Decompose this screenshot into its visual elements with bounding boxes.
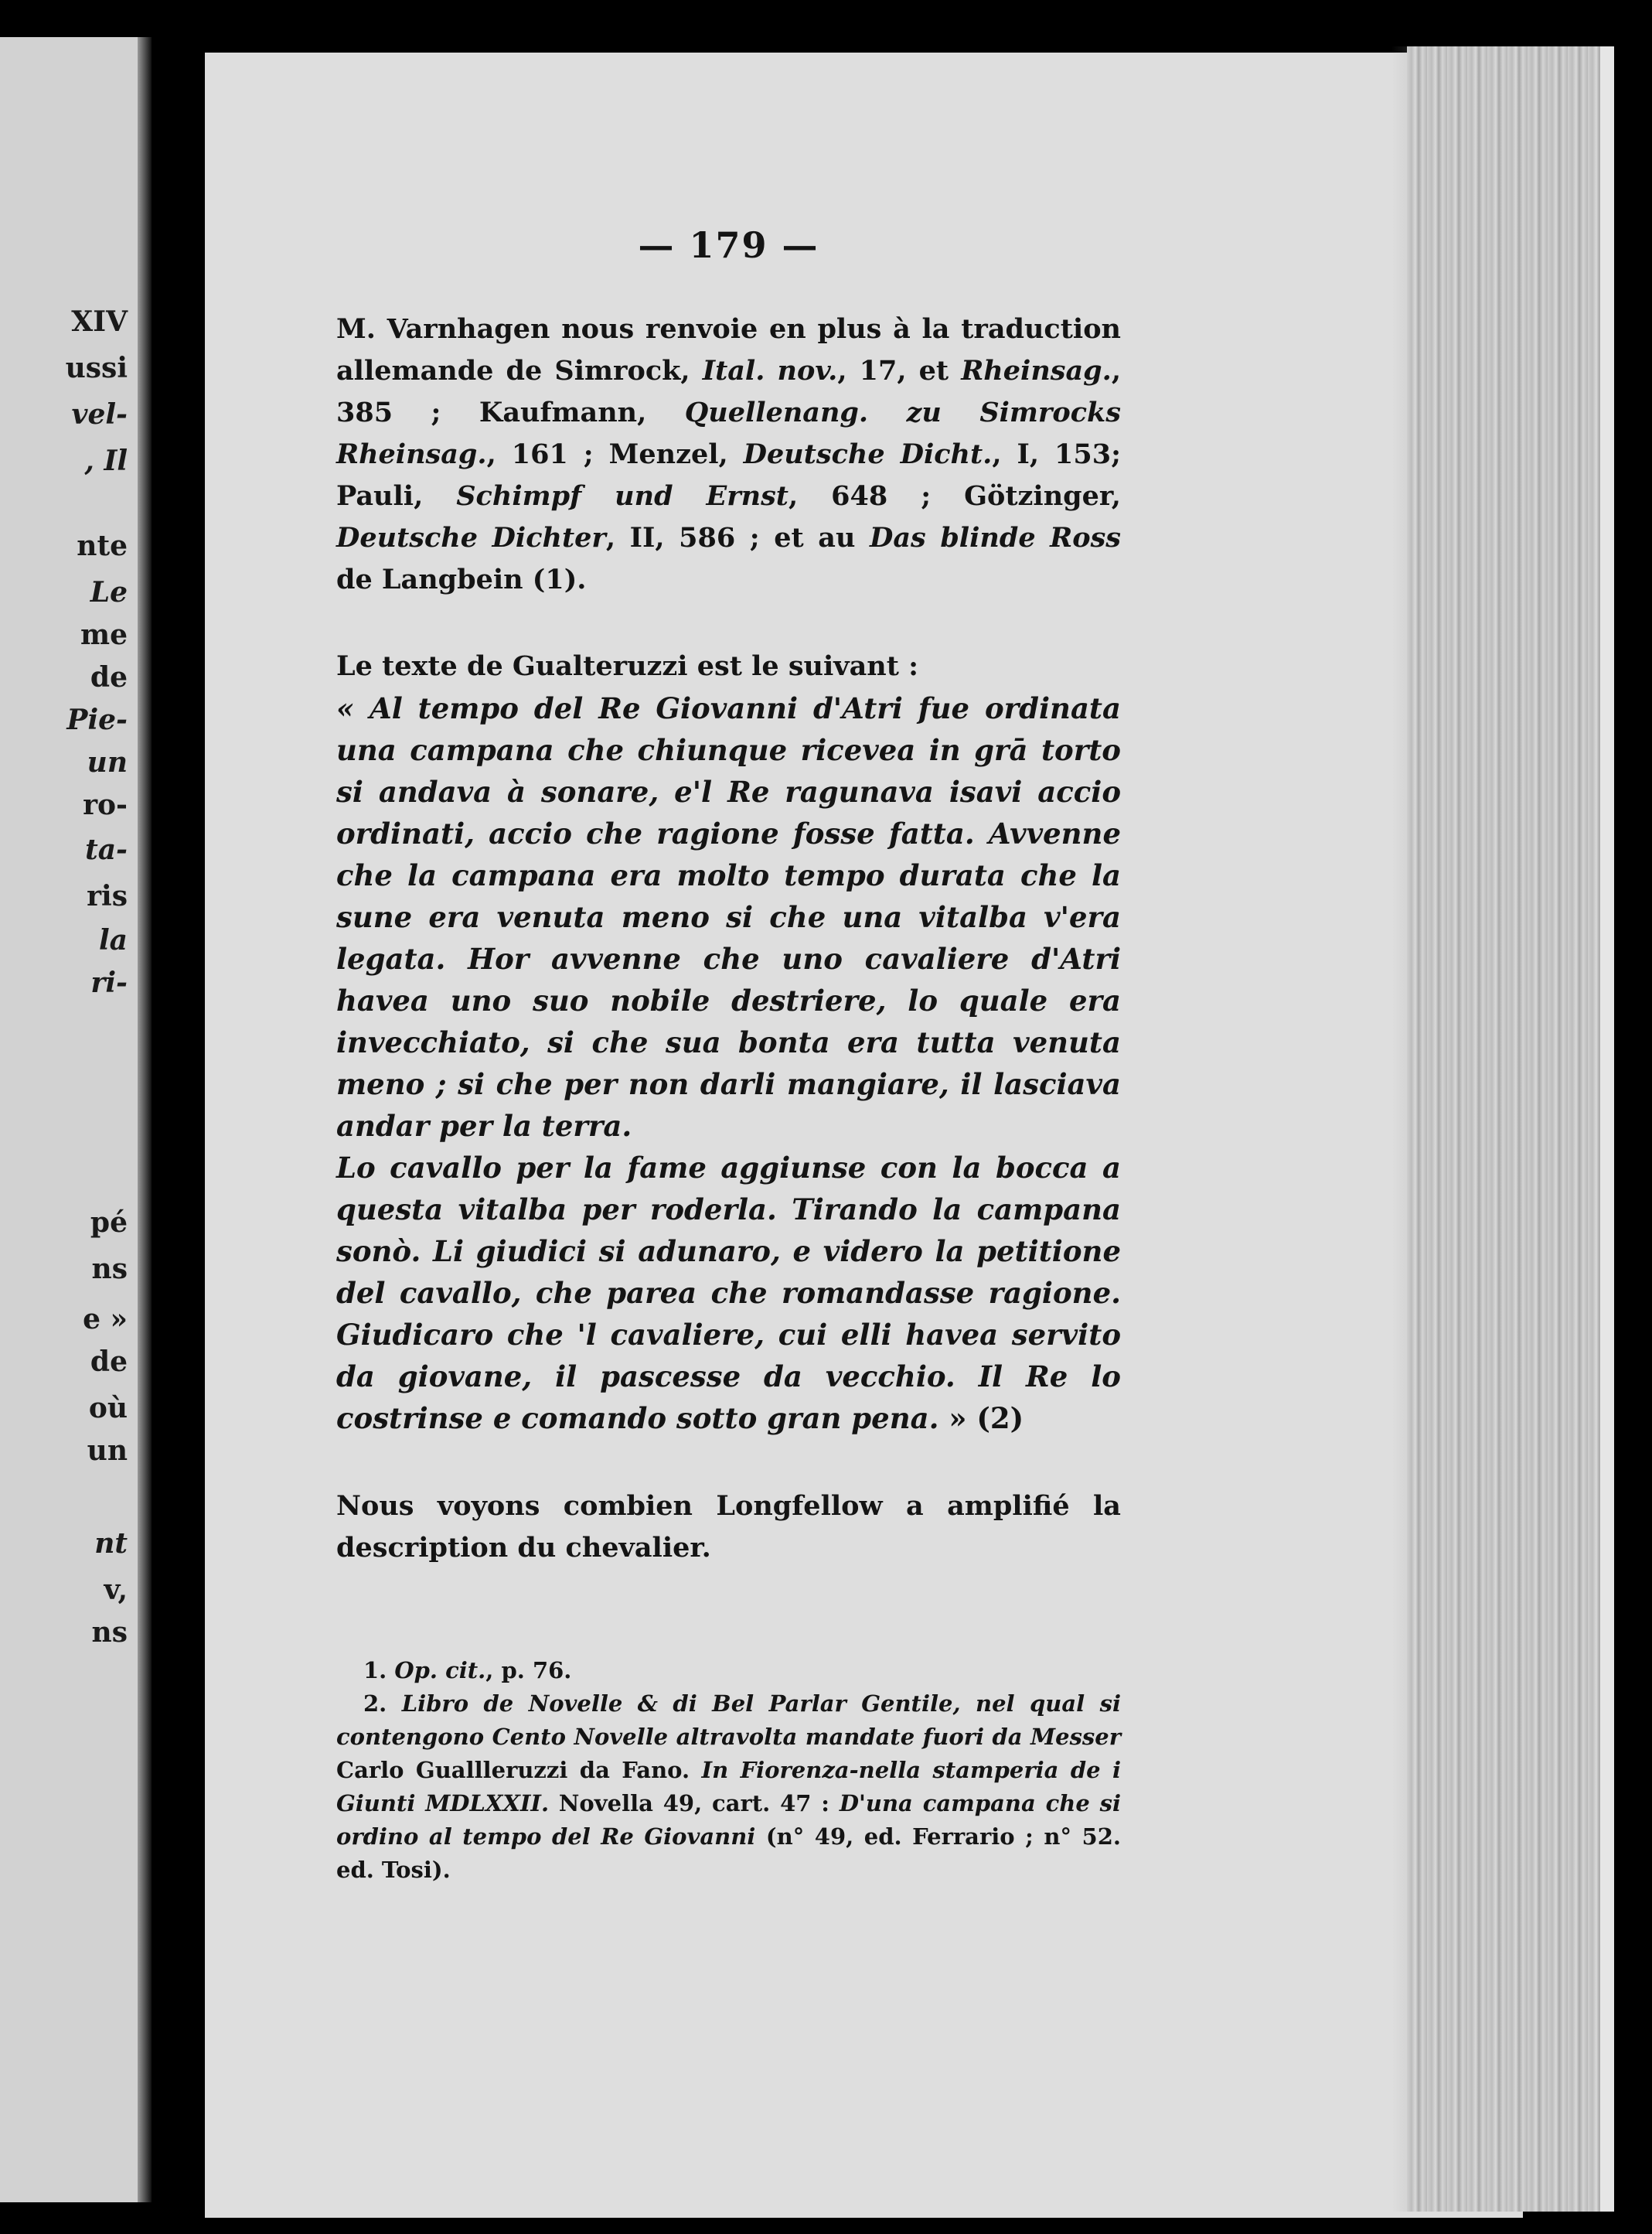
left-page-fragment-line: ri- bbox=[90, 967, 128, 999]
left-page-fragment-line: la bbox=[98, 924, 128, 957]
left-page-fragment-line: ussi bbox=[65, 352, 128, 384]
footnote-2: 2. Libro de Novelle & di Bel Parlar Gentile, nel qual si contengono Cento Novelle altravolta mandate fuori da Messer Carlo Guallleruzzi da Fano. In Fiorenza-nella stamperia de i Giunti MDLXXII. Novella 49, cart. 47 : D'una campana che si ordino al tempo del Re Giovanni (n° 49, ed. Ferrario ; n° 52. ed. Tosi). bbox=[336, 1690, 1121, 1883]
left-page-fragment-line: Pie- bbox=[66, 704, 128, 736]
left-page-fragment-line: , Il bbox=[84, 445, 128, 477]
left-page-fragment-line: un bbox=[87, 746, 128, 779]
left-page-fragment-line: XIV bbox=[71, 305, 128, 338]
left-page-fragment-line: de bbox=[90, 1346, 128, 1378]
page-text bbox=[336, 224, 1121, 1887]
intro-paragraph: M. Varnhagen nous renvoie en plus à la traduction allemande de Simrock, Ital. nov., 17, et Rheinsag., 385 ; Kaufmann, Quellenang. zu Simrocks Rheinsag., 161 ; Menzel, Deutsche Dicht., I, 153; Pauli, Schimpf und Ernst, 648 ; Götzinger, Deutsche Dichter, II, 586 ; et au Das blinde Ross de Langbein (1). bbox=[336, 313, 1122, 595]
lead-paragraph: Le texte de Gualteruzzi est le suivant : bbox=[336, 650, 919, 682]
left-page-fragment-line: me bbox=[80, 619, 128, 651]
quote-paragraph-1: « Al tempo del Re Giovanni d'Atri fue ordinata una campana che chiunque ricevea in grā torto si andava à sonare, e'l Re ragunava isavi accio ordinati, accio che ragione fosse fatta. Avvenne che la campana era molto tempo durata che la sune era venuta meno si che una vitalba v'era legata. Hor avvenne che uno cavaliere d'Atri havea uno suo nobile destriere, lo quale era invecchiato, si che sua bonta era tutta venuta meno ; si che per non darli mangiare, il lasciava andar per la terra. bbox=[336, 691, 1121, 1143]
left-page-fragment-line: ris bbox=[87, 880, 128, 912]
left-page-fragment-line: pé bbox=[90, 1206, 128, 1239]
footnotes bbox=[336, 1654, 1121, 1887]
left-page-fragment-line: v, bbox=[104, 1574, 128, 1606]
page-number: — 179 — bbox=[638, 224, 819, 266]
left-page-fragment-line: ns bbox=[91, 1616, 128, 1649]
left-page-fragment-line: Le bbox=[90, 576, 128, 609]
quote-paragraph-2: Lo cavallo per la fame aggiunse con la bocca a questa vitalba per roderla. Tirando la campana sonò. Li giudici si adunaro, e videro la petitione del cavallo, che parea che romandasse ragione. Giudicaro che 'l cavaliere, cui elli havea servito da giovane, il pascesse da vecchio. Il Re lo costrinse e comando sotto gran pena. » (2) bbox=[336, 1151, 1121, 1435]
left-page-fragment-line: de bbox=[90, 661, 128, 694]
page-edge-light bbox=[1600, 46, 1614, 2212]
left-page-fragment-line: un bbox=[87, 1434, 128, 1467]
footnote-1: 1. Op. cit., p. 76. bbox=[363, 1657, 572, 1683]
left-page-fragment-line: vel- bbox=[71, 398, 128, 431]
page-edges-stack bbox=[1407, 46, 1600, 2212]
left-page-fragment-line: ro- bbox=[83, 789, 128, 821]
left-page-edge bbox=[138, 37, 152, 2202]
left-page-fragment-line: nt bbox=[94, 1527, 128, 1560]
left-page-fragment-line: ns bbox=[91, 1253, 128, 1285]
left-page-fragment-line: nte bbox=[77, 530, 128, 562]
left-page-fragment-line: où bbox=[88, 1392, 128, 1424]
left-page-fragment-line: ta- bbox=[85, 834, 128, 866]
left-page-fragment-line: e » bbox=[83, 1303, 128, 1335]
conclusion-paragraph: Nous voyons combien Longfellow a amplifié la description du chevalier. bbox=[336, 1490, 1121, 1564]
